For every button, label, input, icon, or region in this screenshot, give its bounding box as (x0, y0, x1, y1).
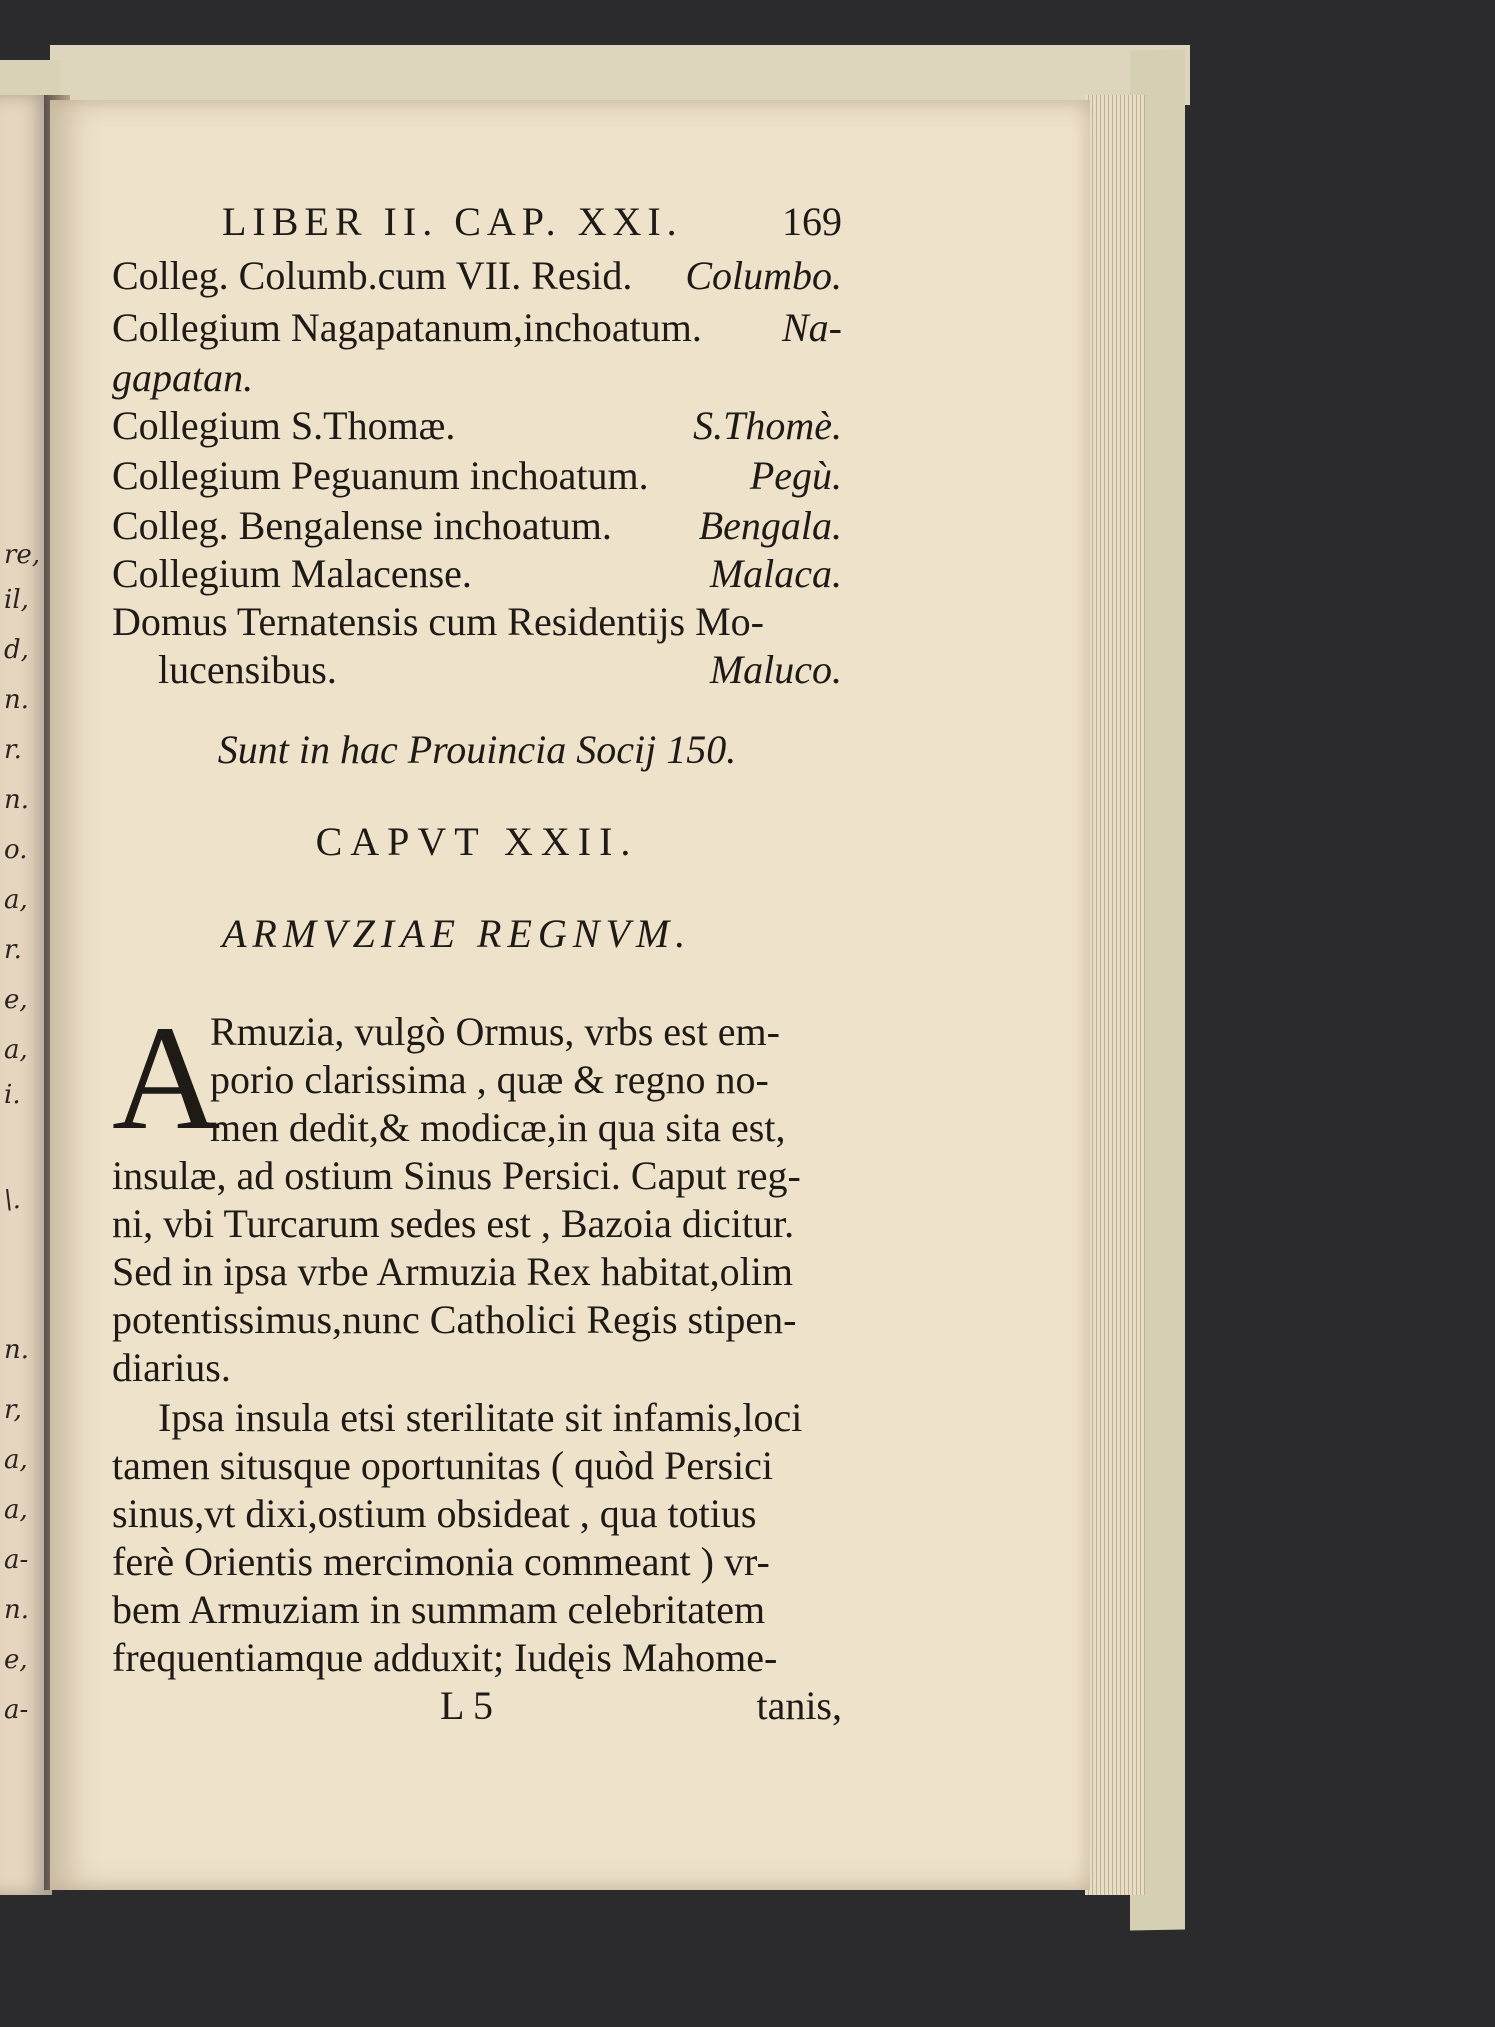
chapter-heading: CAPVT XXII. (315, 819, 639, 864)
list-item-place: S.Thomè. (693, 403, 842, 448)
left-margin-fragment: r. (4, 735, 22, 765)
left-margin-fragment: r, (4, 1395, 22, 1425)
left-margin-fragment: d, (4, 635, 29, 665)
list-item-place: Na- (782, 305, 842, 350)
list-item (112, 600, 842, 644)
body-line: insulæ, ad ostium Sinus Persici. Caput reg- (112, 1153, 801, 1198)
list-item-place: Columbo. (685, 253, 842, 298)
left-margin-fragment: a, (4, 1495, 28, 1525)
list-item-text: Domus Ternatensis cum Residentijs Mo- (112, 599, 764, 644)
body-line: frequentiamque adduxit; Iudęis Mahome- (112, 1635, 778, 1680)
running-header (222, 198, 842, 245)
catchword: tanis, (756, 1683, 842, 1728)
body-line: tamen situsque oportunitas ( quòd Persici (112, 1443, 774, 1488)
list-item-text: lucensibus. (158, 647, 337, 692)
running-title: LIBER II. CAP. XXI. (222, 199, 683, 244)
drop-cap: A (112, 995, 221, 1161)
list-item (112, 254, 842, 298)
left-margin-fragment: e, (4, 985, 28, 1015)
page-number: 169 (782, 199, 842, 244)
list-item-place: Pegù. (749, 453, 842, 498)
left-margin-fragment: a- (4, 1545, 29, 1575)
page-stack-edges (1085, 95, 1145, 1895)
body-line: bem Armuziam in summam celebritatem (112, 1587, 766, 1632)
list-item-text: Colleg. Columb.cum VII. Resid. (112, 253, 633, 298)
body-line: men dedit,& modicæ,in qua sita est, (210, 1105, 786, 1150)
list-item (112, 306, 842, 350)
list-item (112, 504, 842, 548)
left-margin-fragment: il, (4, 585, 29, 615)
left-margin-fragment: i. (4, 1080, 21, 1110)
left-margin-fragment: o. (4, 835, 28, 865)
body-line: ni, vbi Turcarum sedes est , Bazoia dicitur. (112, 1201, 795, 1246)
body-line: ferè Orientis mercimonia commeant ) vr- (112, 1539, 770, 1584)
left-margin-fragment: n. (4, 785, 30, 815)
left-margin-fragment: n. (4, 685, 30, 715)
list-item-text: Collegium Nagapatanum,inchoatum. (112, 305, 702, 350)
left-margin-fragment: e, (4, 1645, 28, 1675)
body-line: Sed in ipsa vrbe Armuzia Rex habitat,olim (112, 1249, 793, 1294)
list-item-place: Bengala. (698, 503, 842, 548)
left-margin-fragment: a, (4, 1035, 28, 1065)
list-item-text: Colleg. Bengalense inchoatum. (112, 503, 612, 548)
left-margin-fragment: a, (4, 1445, 28, 1475)
list-item (112, 356, 842, 400)
list-item (158, 648, 842, 692)
list-item-text: Collegium S.Thomæ. (112, 403, 456, 448)
body-line: sinus,vt dixi,ostium obsideat , qua totius (112, 1491, 757, 1536)
body-line: Ipsa insula etsi sterilitate sit infamis,loci (158, 1395, 803, 1440)
province-summary: Sunt in hac Prouincia Socij 150. (217, 727, 737, 772)
body-line: Rmuzia, vulgò Ormus, vrbs est em- (210, 1009, 780, 1054)
body-line: porio clarissima , quæ & regno no- (210, 1057, 769, 1102)
body-line: potentissimus,nunc Catholici Regis stipen- (112, 1297, 797, 1342)
body-line: diarius. (112, 1345, 231, 1390)
list-item-place: Maluco. (709, 647, 842, 692)
left-margin-fragment: r. (4, 935, 22, 965)
left-margin-fragment: a, (4, 885, 28, 915)
left-margin-fragment: a- (4, 1695, 29, 1725)
list-item-text: Collegium Malacense. (112, 551, 472, 596)
signature-mark: L 5 (440, 1683, 493, 1728)
left-margin-fragment: n. (4, 1335, 30, 1365)
list-item (112, 404, 842, 448)
left-margin-fragment: \. (4, 1185, 22, 1215)
list-item (112, 552, 842, 596)
chapter-subtitle: ARMVZIAE REGNVM. (222, 911, 692, 956)
list-item-text: Collegium Peguanum inchoatum. (112, 453, 649, 498)
list-item-place: Malaca. (709, 551, 842, 596)
left-margin-fragment: re, (4, 540, 41, 570)
book-cover-top (50, 45, 1190, 105)
list-item-place: gapatan. (112, 355, 254, 400)
left-margin-fragment: n. (4, 1595, 30, 1625)
list-item (112, 454, 842, 498)
